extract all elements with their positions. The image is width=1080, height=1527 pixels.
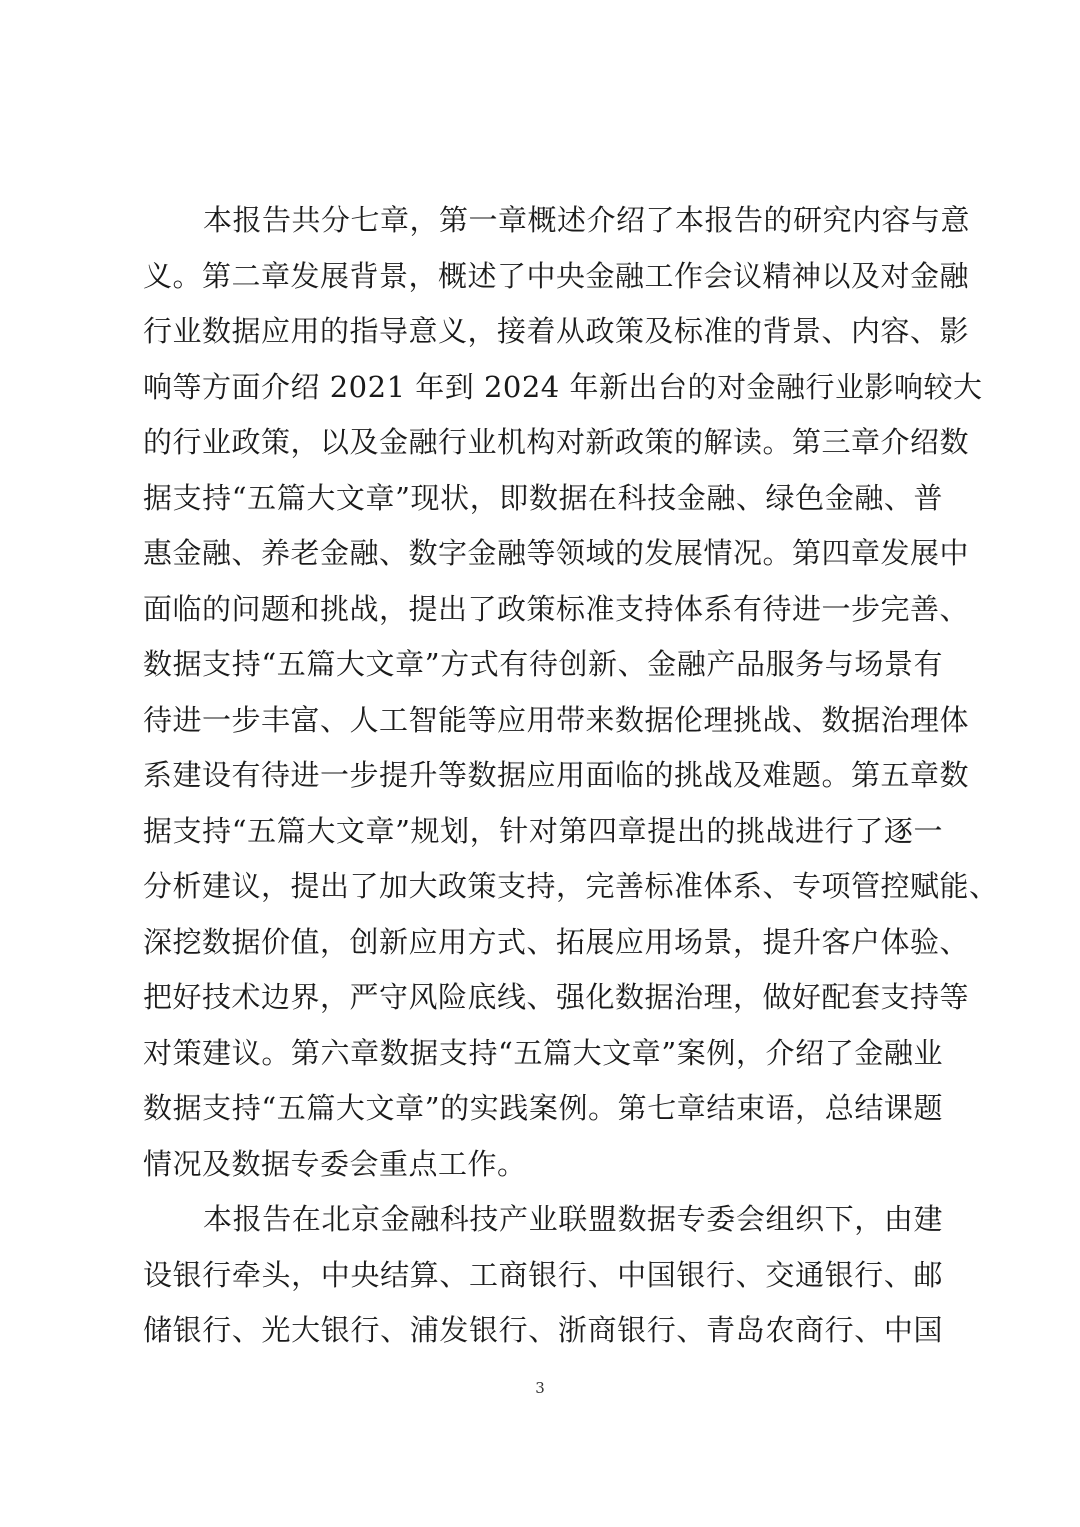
- paragraph-1-line-14: 深挖数据价值，创新应用方式、拓展应用场景，提升客户体验、: [143, 924, 970, 959]
- paragraph-1-line-18: 情况及数据专委会重点工作。: [143, 1146, 527, 1181]
- paragraph-2-line-2: 设银行牵头，中央结算、工商银行、中国银行、交通银行、邮: [143, 1257, 943, 1292]
- paragraph-1-line-3: 行业数据应用的指导意义，接着从政策及标准的背景、内容、影: [143, 314, 970, 348]
- paragraph-1-line-16: 对策建议。第六章数据支持“五篇大文章”案例，介绍了金融业: [143, 1035, 943, 1070]
- paragraph-1-line-7: 惠金融、养老金融、数字金融等领域的发展情况。第四章发展中: [143, 536, 970, 570]
- paragraph-1-line-17: 数据支持“五篇大文章”的实践案例。第七章结束语，总结课题: [143, 1091, 943, 1125]
- paragraph-1-line-5: 的行业政策，以及金融行业机构对新政策的解读。第三章介绍数: [143, 425, 970, 459]
- paragraph-1-line-12: 据支持“五篇大文章”规划，针对第四章提出的挑战进行了逐一: [143, 813, 943, 848]
- body-text: [143, 193, 999, 1359]
- paragraph-1-line-13: 分析建议，提出了加大政策支持，完善标准体系、专项管控赋能、: [143, 869, 999, 903]
- page-number: 3: [535, 1379, 545, 1397]
- paragraph-1-line-15: 把好技术边界，严守风险底线、强化数据治理，做好配套支持等: [143, 980, 970, 1014]
- paragraph-2-line-1: 本报告在北京金融科技产业联盟数据专委会组织下，由建: [203, 1202, 943, 1236]
- paragraph-1-line-6: 据支持“五篇大文章”现状，即数据在科技金融、绿色金融、普: [143, 480, 943, 515]
- paragraph-1-line-2: 义。第二章发展背景，概述了中央金融工作会议精神以及对金融: [143, 258, 970, 293]
- paragraph-1-line-4: 响等方面介绍 2021 年到 2024 年新出台的对金融行业影响较大: [143, 369, 983, 404]
- paragraph-1-line-10: 待进一步丰富、人工智能等应用带来数据伦理挑战、数据治理体: [143, 702, 970, 737]
- paragraph-1-line-11: 系建设有待进一步提升等数据应用面临的挑战及难题。第五章数: [143, 758, 970, 792]
- paragraph-1-line-1: 本报告共分七章，第一章概述介绍了本报告的研究内容与意: [203, 203, 971, 237]
- paragraph-2-line-3: 储银行、光大银行、浦发银行、浙商银行、青岛农商行、中国: [143, 1313, 943, 1347]
- paragraph-1-line-9: 数据支持“五篇大文章”方式有待创新、金融产品服务与场景有: [143, 647, 943, 681]
- paragraph-1-line-8: 面临的问题和挑战，提出了政策标准支持体系有待进一步完善、: [143, 591, 970, 626]
